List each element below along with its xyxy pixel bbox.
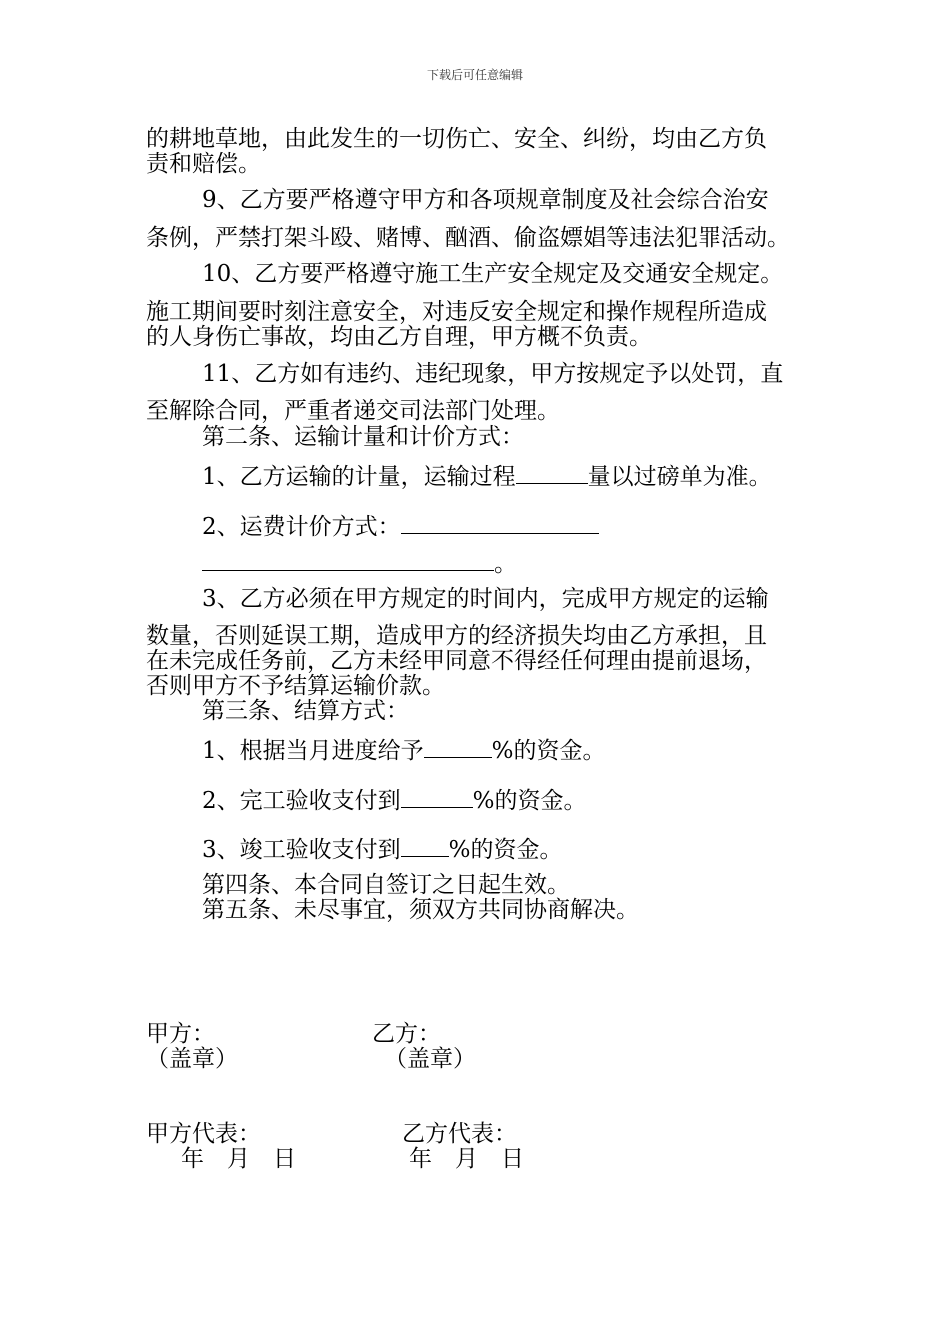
clause-text: 在未完成任务前，乙方未经甲同意不得经任何理由提前退场， xyxy=(146,648,767,674)
clause-text: %的资金。 xyxy=(491,738,606,764)
party-b-date: 年 月 日 xyxy=(409,1146,524,1172)
clause-text: 数量，否则延误工期，造成甲方的经济损失均由乙方承担，且 xyxy=(146,623,767,649)
clause-item-9: 9、乙方要严格遵守甲方和各项规章制度及社会综合治安 xyxy=(202,187,769,213)
article-heading-4: 第四条、本合同自签订之日起生效。 xyxy=(202,872,570,898)
clause-text: 1、根据当月进度给予 xyxy=(202,738,424,764)
clause-text: 。 xyxy=(494,551,517,577)
settlement-item-1 xyxy=(202,735,606,764)
clause-item-measurement xyxy=(202,461,772,490)
party-a-date: 年 月 日 xyxy=(181,1146,296,1172)
fill-in-blank[interactable] xyxy=(516,461,588,484)
clause-text: 的人身伤亡事故，均由乙方自理，甲方概不负责。 xyxy=(146,324,652,350)
clause-text: 2、运费计价方式： xyxy=(202,514,401,540)
clause-text: %的资金。 xyxy=(448,837,563,863)
fill-in-blank[interactable] xyxy=(202,548,494,571)
party-a-representative: 甲方代表： xyxy=(146,1121,261,1147)
clause-text: 1、乙方运输的计量，运输过程 xyxy=(202,464,516,490)
clause-text: 条例，严禁打架斗殴、赌博、酗酒、偷盗嫖娼等违法犯罪活动。 xyxy=(146,225,790,251)
clause-item-10: 10、乙方要严格遵守施工生产安全规定及交通安全规定。 xyxy=(202,261,784,287)
party-b-seal: （盖章） xyxy=(384,1046,476,1072)
clause-text: 2、完工验收支付到 xyxy=(202,788,401,814)
clause-item-11: 11、乙方如有违约、违纪现象，甲方按规定予以处罚，直 xyxy=(202,361,784,387)
page-header: 下载后可任意编辑 xyxy=(426,68,523,82)
party-a-label: 甲方： xyxy=(146,1021,215,1047)
fill-in-blank[interactable] xyxy=(401,511,599,534)
clause-text: %的资金。 xyxy=(472,788,587,814)
clause-text xyxy=(202,548,517,577)
article-heading-2: 第二条、运输计量和计价方式： xyxy=(202,424,524,450)
fill-in-blank[interactable] xyxy=(401,785,473,808)
party-b-representative: 乙方代表： xyxy=(402,1121,517,1147)
clause-text: 至解除合同，严重者递交司法部门处理。 xyxy=(146,398,560,424)
party-a-seal: （盖章） xyxy=(146,1046,238,1072)
party-b-label: 乙方： xyxy=(372,1021,441,1047)
fill-in-blank[interactable] xyxy=(424,735,492,758)
clause-text: 否则甲方不予结算运输价款。 xyxy=(146,673,445,699)
settlement-item-2 xyxy=(202,785,587,814)
clause-text: 的耕地草地，由此发生的一切伤亡、安全、纠纷，均由乙方负 xyxy=(146,126,767,152)
settlement-item-3 xyxy=(202,834,563,863)
clause-text: 责和赔偿。 xyxy=(146,151,261,177)
clause-item-pricing xyxy=(202,511,599,540)
fill-in-blank[interactable] xyxy=(401,834,449,857)
article-heading-5: 第五条、未尽事宜，须双方共同协商解决。 xyxy=(202,897,639,923)
clause-item-schedule: 3、乙方必须在甲方规定的时间内，完成甲方规定的运输 xyxy=(202,586,769,612)
clause-text: 3、竣工验收支付到 xyxy=(202,837,401,863)
article-heading-3: 第三条、结算方式： xyxy=(202,698,409,724)
clause-text: 量以过磅单为准。 xyxy=(587,464,772,490)
clause-text: 施工期间要时刻注意安全，对违反安全规定和操作规程所造成 xyxy=(146,299,767,325)
